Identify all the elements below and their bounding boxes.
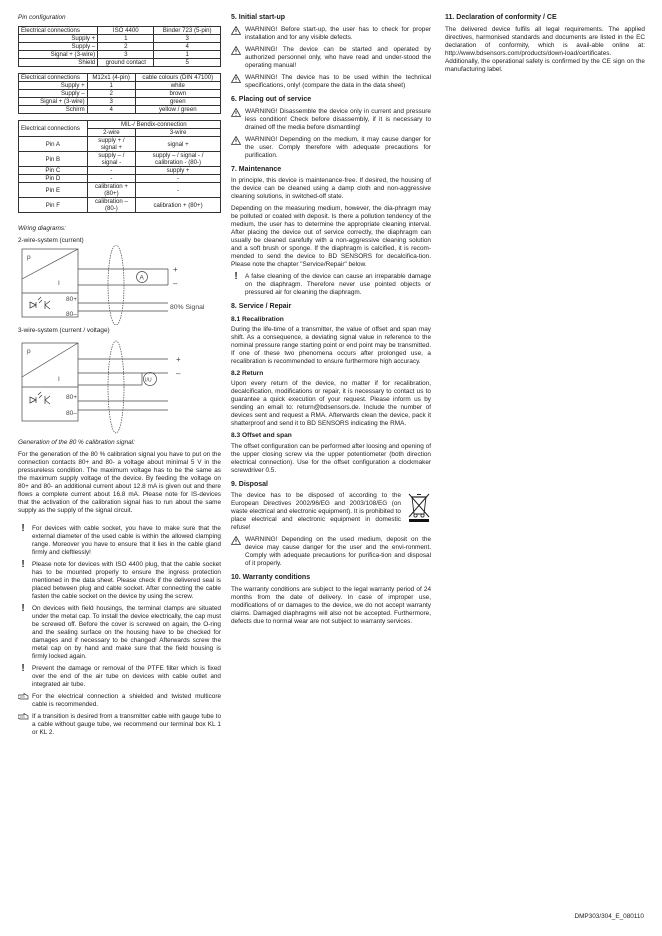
warning-text: WARNING! Before start-up, the user has to check for proper installation and for any visible defects. [245, 25, 431, 41]
paragraph: The offset configuration can be performed after loosing and opening of the upper closing screw via the upper potentiometer (both direction electrical connection). Use for the offset configuration a clockmaker screwdriver 0.5. [231, 442, 431, 474]
minus-sign: – [176, 369, 181, 378]
table-header: M12x1 (4-pin) [87, 74, 135, 82]
section-title: 9. Disposal [231, 480, 268, 488]
table-cell: calibration – (80-) [87, 198, 135, 213]
paragraph: During the life-time of a transmitter, the value of offset and span may shift. As a consequence, a deviating signal value in reference to the nominal pressure range starting point or end point may be transmitted. If one of these two phenomena occurs after prolonged use, a recalibration is recommended to ensure furthermore high accuracy. [231, 326, 431, 366]
note-text: Prevent the damage or removal of the PTFE filter which is fixed over the end of the air tube on devices with cable outlet and integrated air tube. [32, 665, 221, 688]
table-cell: 1 [87, 82, 135, 90]
wiring-title: Wiring diagrams: [18, 225, 66, 232]
table-cell: supply – / signal - [87, 152, 135, 167]
label-p: p [27, 254, 31, 261]
hint-text: If a transition is desired from a transmitter cable with gauge tube to a cable without gauge tube, we recommend our terminal box KL 1 or KL 2. [32, 713, 221, 736]
table-cell: - [136, 183, 221, 198]
table-cell: Signal + (3-wire) [19, 98, 88, 106]
note-text: On devices with field housings, the terminal clamps are situated under the metal cap. To install the device electrically, the cap must be screwed off. Before the cover is screwed on again, the O-ring and the sealing surface on the housing have to be checked for damages and if necessary to be changed! Afterwards screw the metal cap on by hand and make sure that the field housing is firmly locked again. [32, 605, 221, 660]
section-title: 11. Declaration of conformity / CE [445, 14, 557, 21]
note-item [18, 561, 221, 601]
diode-icon [30, 297, 50, 309]
column-middle [231, 14, 431, 630]
section-title: 10. Warranty conditions [231, 574, 311, 582]
pin-table-bendix [18, 120, 221, 213]
hand-pointer-icon [18, 713, 29, 721]
weee-bin-icon [407, 492, 431, 522]
exclamation-icon: ! [234, 271, 238, 283]
diode-icon [30, 392, 50, 404]
table-cell: yellow / green [135, 106, 220, 114]
section-title: 7. Maintenance [231, 165, 282, 173]
exclamation-icon: ! [21, 663, 25, 674]
column-right [445, 14, 645, 78]
warning-text: WARNING! The device can be started and operated by authorized personnel only, who have read and under-stood the operating manual! [245, 45, 431, 69]
table-cell: Shield [19, 59, 98, 67]
paragraph: The delivered device fulfils all legal requirements. The applied directives, harmonised standards and documents are listed in the EC declaration of conformity, which is avail-able online at: http://www.bdsensors.com/products/down-load/certificates. [445, 25, 645, 57]
ammeter-label: A [139, 274, 144, 282]
table-cell: - [87, 175, 135, 183]
table-cell: Pin B [19, 152, 88, 167]
table-header: Electrical connections [19, 74, 88, 82]
label-i: I [58, 376, 60, 383]
table-cell: 1 [98, 35, 154, 43]
table-header: Electrical connections [19, 27, 98, 35]
plus-sign: + [173, 265, 178, 274]
cable-shield [108, 341, 124, 433]
table-cell: green [135, 98, 220, 106]
table-header: Electrical connections [19, 121, 88, 137]
warning-triangle-icon [231, 536, 241, 545]
column-left [18, 14, 221, 741]
table-cell: Pin C [19, 167, 88, 175]
note-item [18, 525, 221, 557]
warning-triangle-icon [231, 136, 241, 145]
paragraph: The warranty conditions are subject to the legal warranty period of 24 months from the date of delivery. In case of improper use, modifications of or damages to the device, we do not accept warranty claims. Damaged diaphragms will also not be accepted. Furthermore, defects due to normal wear are not subject to warranty services. [231, 586, 431, 626]
table-cell: Schirm [19, 106, 88, 114]
paragraph: Additionally, the operational safety is confirmed by the CE sign on the manufacturing label. [445, 57, 645, 73]
note-item [231, 273, 431, 297]
disposal-block [231, 492, 431, 536]
table-header: MIL-/ Bendix-connection [87, 121, 220, 129]
note-text: Please note for devices with ISO 4400 plug, that the cable socket has to be mounted properly to ensure the ingress protection mentioned in the data sheet. Please check if the delivered seal is placed between plug and cable socket. After connecting the cable fasten the cable socket on the device by using the screw. [32, 561, 221, 600]
warning-triangle-icon [231, 26, 241, 35]
table-cell: calibration + (80+) [87, 183, 135, 198]
plus-sign: + [176, 355, 181, 364]
table-cell: Supply – [19, 43, 98, 51]
warning-item [231, 536, 431, 568]
section-title: 5. Initial start-up [231, 14, 286, 21]
table-header: 2-wire [87, 129, 135, 137]
warning-triangle-icon [231, 46, 241, 55]
meter-label: I/U [145, 377, 152, 384]
table-header: Binder 723 (5-pin) [154, 27, 221, 35]
table-cell: 1 [154, 51, 221, 59]
label-i: I [58, 280, 60, 287]
warning-text: WARNING! Depending on the medium, it may cause danger for the user. Comply therefore with adequate precautions for purification. [245, 135, 431, 159]
minus-sign: – [173, 279, 178, 288]
warning-item [231, 136, 431, 160]
pin-table-iso-binder [18, 26, 221, 67]
table-cell: 3 [87, 98, 135, 106]
label-p: p [27, 348, 31, 355]
table-cell: signal + [136, 137, 221, 152]
diagram-2wire-caption: 2-wire-system (current) [18, 237, 84, 244]
warning-text: WARNING! The device has to be used within the technical specifications, only! (compare the data in the data sheet) [245, 73, 431, 89]
table-cell: Pin A [19, 137, 88, 152]
note-item [18, 665, 221, 689]
subsection-title: 8.3 Offset and span [231, 432, 292, 440]
table-header: ISO 4400 [98, 27, 154, 35]
table-cell: Supply + [19, 82, 88, 90]
table-cell: 2 [87, 90, 135, 98]
hint-text: For the electrical connection a shielded and twisted multicore cable is recommended. [32, 693, 221, 708]
table-cell: 3 [98, 51, 154, 59]
table-cell: - [87, 167, 135, 175]
gen-title: Generation of the 80 % calibration signal: [18, 439, 135, 446]
pin-config-title: Pin configuration [18, 14, 66, 21]
warning-text: WARNING! Depending on the used medium, deposit on the device may cause danger for the user and the envi-ronment. Comply with adequate precautions for purifica-tion and disposal of it properly. [245, 536, 431, 568]
warning-triangle-icon [231, 74, 241, 83]
wiring-diagram-2wire [18, 245, 221, 325]
warning-item [231, 108, 431, 132]
section-title: 6. Placing out of service [231, 95, 312, 103]
table-cell: Pin E [19, 183, 88, 198]
cal-plus-label: 80+ [66, 394, 78, 401]
paragraph: Depending on the measuring medium, however, the dia-phragm may be polluted or coated with deposit. Is there a pollution tendency of the medium, the user has to determine the appropriate cleaning interval. After placing the device out of service correctly, the diaphragm can usually be cleaned carefully with a non-aggressive cleaning solution and a soft brush or sponge. If the diaphragm is calcified, it is recom-mended to send the device to BD SENSORS for decalcifica-tion. Please note the chapter "Service/Repair" below. [231, 205, 431, 269]
paragraph: In principle, this device is maintenance-free. If desired, the housing of the device can be cleaned using a damp cloth and non-aggressive cleaning solutions, in switched-off state. [231, 177, 431, 201]
warning-text: WARNING! Disassemble the device only in current and pressure less condition! Check before disassembly, if it is necessary to drained off the media before dismantling! [245, 107, 431, 131]
hint-item [18, 713, 221, 737]
cal-plus-label: 80+ [66, 296, 78, 303]
table-cell: ground contact [98, 59, 154, 67]
table-cell: 2 [98, 43, 154, 51]
table-cell: - [136, 175, 221, 183]
pin-table-m12-cable [18, 73, 221, 114]
warning-triangle-icon [231, 108, 241, 117]
table-cell: Supply – [19, 90, 88, 98]
warning-item [231, 26, 431, 42]
wiring-diagram-3wire [18, 335, 221, 435]
hand-pointer-icon [18, 693, 29, 701]
table-header: cable colours (DIN 47100) [135, 74, 220, 82]
table-cell: Pin F [19, 198, 88, 213]
note-text: A false cleaning of the device can cause an irreparable damage on the diaphragm. Therefore never use pointed objects or pressured air for cleaning the diaphragm. [245, 273, 431, 297]
table-cell: supply + / signal + [87, 137, 135, 152]
hint-item [18, 693, 221, 709]
warning-item [231, 46, 431, 70]
table-cell: 4 [87, 106, 135, 114]
paragraph: The device has to be disposed of according to the European Directives 2002/96/EG and 2003/108/EG (on waste electrical and electronic equipment). It is prohibited to place electrical and electronic equipment in domestic refuse! [231, 492, 401, 532]
cal-minus-label: 80– [66, 410, 77, 417]
paragraph: Upon every return of the device, no matter if for recalibration, decalcification, modifications or repair, it is necessary to contact us to guarantee a quick execution of your request. Please inform us by sending an email to: return@bdsensors.de. Include the number of devices sent and request a RMA. Afterwards clean the device, pack it shatterproof and send it to BD SENSORS indicating the RMA. [231, 380, 431, 428]
document-code: DMP303/304_E_080110 [574, 913, 644, 920]
warning-item [231, 74, 431, 90]
gen-text: For the generation of the 80 % calibration signal you have to put on the connection contacts 80+ and 80- a voltage about minimal 5 V in the pressureless condition. The maximum voltage has to be the same as the maximum supply voltage of the device. By feeding the voltage on 80+ and 80- an additional current about 12.8 mA is given out and there flows a complete current about 16.8 mA. Please note for IS-devices that the activation of the calibration signal has to run about the same supply as the supply of the signal circuit. [18, 451, 221, 514]
subsection-title: 8.2 Return [231, 370, 264, 378]
exclamation-icon: ! [21, 559, 25, 570]
table-cell: Signal + (3-wire) [19, 51, 98, 59]
table-cell: 5 [154, 59, 221, 67]
table-cell: supply + [136, 167, 221, 175]
signal-label: 80% Signal [170, 304, 205, 311]
table-cell: brown [135, 90, 220, 98]
section-title: 8. Service / Repair [231, 303, 292, 311]
table-cell: white [135, 82, 220, 90]
note-item [18, 605, 221, 661]
cal-minus-label: 80– [66, 311, 77, 318]
note-text: For devices with cable socket, you have to make sure that the external diameter of the used cable is within the allowed clamping range. Moreover you have to ensure that it lies in the cable gland firmly and cleftlessly! [32, 525, 221, 556]
subsection-title: 8.1 Recalibration [231, 316, 284, 323]
table-cell: Pin D [19, 175, 88, 183]
diagram-3wire-caption: 3-wire-system (current / voltage) [18, 327, 110, 334]
table-header: 3-wire [136, 129, 221, 137]
exclamation-icon: ! [21, 603, 25, 614]
table-cell: supply – / signal - / calibration - (80-) [136, 152, 221, 167]
exclamation-icon: ! [21, 523, 25, 534]
table-cell: 4 [154, 43, 221, 51]
table-cell: calibration + (80+) [136, 198, 221, 213]
table-cell: Supply + [19, 35, 98, 43]
table-cell: 3 [154, 35, 221, 43]
